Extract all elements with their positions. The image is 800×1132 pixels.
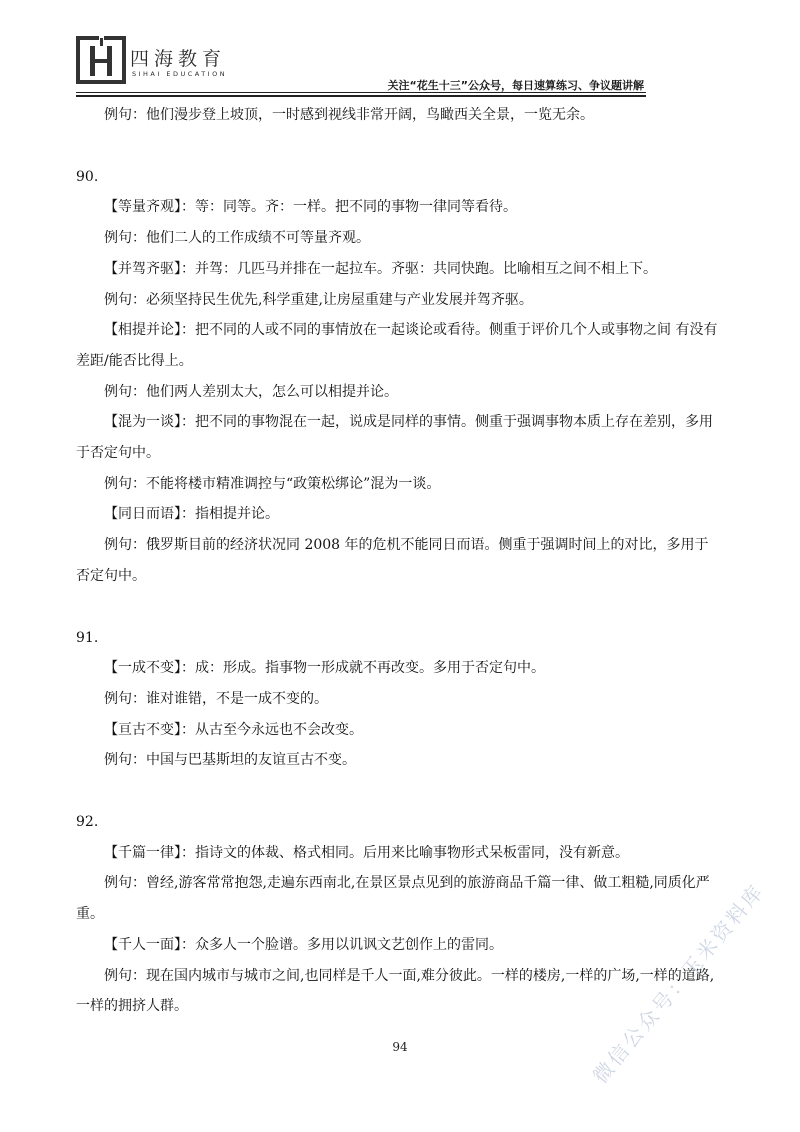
example-sentence: 例句：现在国内城市与城市之间,也同样是千人一面,难分彼此。一样的楼房,一样的广场,一样的道路,一样的拥挤人群。: [76, 967, 715, 1015]
example-sentence: 例句：他们漫步登上坡顶，一时感到视线非常开阔，鸟瞰西关全景，一览无余。: [104, 107, 594, 123]
header-divider-thick: [76, 95, 646, 97]
idiom-definition: 【亘古不变】：从古至今永远也不会改变。: [104, 721, 363, 738]
idiom-definition: 【相提并论】：把不同的人或不同的事情放在一起谈论或看待。侧重于评价几个人或事物之间 有没有差距/能否比得上。: [76, 322, 718, 369]
section-gap: [76, 776, 722, 807]
section-gap: [76, 131, 722, 162]
example-sentence: 例句：中国与巴基斯坦的友谊亘古不变。: [104, 752, 356, 769]
example-sentence: 例句：他们两人差别太大，怎么可以相提并论。: [104, 383, 398, 400]
example-sentence: 例句：曾经,游客常常抱怨,走遍东西南北,在景区景点见到的旅游商品千篇一律、做工粗糙,同质化严重。: [76, 875, 710, 923]
brand-name-en: SIHAI EDUCATION: [132, 70, 228, 78]
idiom-definition: 【千篇一律】：指诗文的体裁、格式相同。后用来比喻事物形式呆板雷同，没有新意。: [104, 844, 629, 861]
entry-number: 91.: [76, 629, 99, 646]
example-sentence: 例句：他们二人的工作成绩不可等量齐观。: [104, 230, 370, 247]
page-number: 94: [392, 1040, 408, 1054]
entry-number: 90.: [76, 168, 99, 185]
example-sentence: 例句：俄罗斯目前的经济状况同 2008 年的危机不能同日而语。侧重于强调时间上的对比，多用于否定句中。: [76, 537, 709, 584]
section-gap: [76, 592, 722, 623]
sihai-logo-icon: [76, 36, 126, 84]
header-note: 关注“花生十三”公众号，每日速算练习、争议题讲解: [387, 79, 644, 92]
idiom-definition: 【同日而语】：指相提并论。: [104, 506, 279, 523]
example-sentence: 例句：不能将楼市精准调控与“政策松绑论”混为一谈。: [104, 475, 441, 492]
idiom-definition: 【一成不变】：成：形成。指事物一形成就不再改变。多用于否定句中。: [104, 660, 545, 677]
example-sentence: 例句：必须坚持民生优先,科学重建,让房屋重建与产业发展并驾齐驱。: [104, 291, 533, 308]
entry-number: 92.: [76, 814, 99, 831]
example-sentence: 例句：谁对谁错，不是一成不变的。: [104, 690, 328, 707]
idiom-definition: 【千人一面】：众多人一个脸谱。多用以讥讽文艺创作上的雷同。: [104, 936, 503, 953]
watermark: 微信公众号：玉米资料库: [588, 878, 770, 1088]
page-header: [0, 0, 800, 96]
idiom-definition: 【混为一谈】：把不同的事物混在一起，说成是同样的事情。侧重于强调事物本质上存在差别，多用于否定句中。: [76, 414, 713, 462]
document-body: [76, 100, 722, 1022]
idiom-definition: 【并驾齐驱】：并驾：几匹马并排在一起拉车。齐驱：共同快跑。比喻相互之间不相上下。: [104, 260, 657, 277]
header-divider: [76, 92, 646, 93]
brand-name: 四海教育: [130, 48, 227, 70]
idiom-definition: 【等量齐观】：等：同等。齐：一样。把不同的事物一律同等看待。: [104, 199, 517, 216]
